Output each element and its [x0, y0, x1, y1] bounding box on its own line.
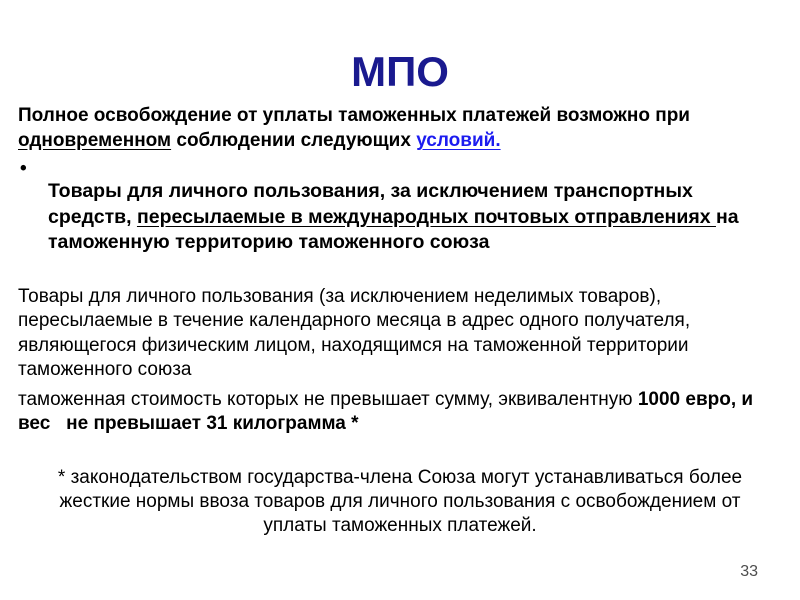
recipient-paragraph: Товары для личного пользования (за исключением неделимых товаров), пересылаемые в течение календарного месяца в адрес одного получателя, являющегося физическим лицом, находящимся на таможенной территории таможенного союза — [18, 285, 691, 381]
intro-paragraph — [18, 103, 762, 153]
intro-underlined-word: одновременном — [18, 130, 172, 152]
bullet-text-1: Товары для личного пользования, за исключением транспортных средств, — [48, 180, 693, 228]
slide-title: МПО — [351, 48, 449, 95]
bullet-text-2: на таможенную территорию таможенного союза — [48, 205, 739, 254]
intro-text-2: соблюдении следующих — [171, 130, 417, 152]
bullet-underlined-phrase: пересылаемые в международных почтовых отправлениях — [136, 205, 716, 228]
limits-bold-values: 1000 евро, и вес не превышает 31 килограмма * — [18, 388, 759, 435]
bullet-paragraph — [48, 179, 770, 256]
limits-text: таможенная стоимость которых не превышает сумму, эквивалентную — [18, 388, 638, 410]
page-number: 33 — [740, 563, 758, 580]
conditions-hyperlink[interactable]: условий. — [416, 130, 501, 152]
intro-text-1: Полное освобождение от уплаты таможенных платежей возможно при — [18, 105, 690, 127]
footnote-paragraph: * законодательством государства-члена Союза могут устанавливаться более жесткие нормы ввоза товаров для личного пользования с освобождением от уплаты таможенных платежей. — [57, 466, 743, 536]
bullet-marker: • — [20, 158, 27, 180]
slide-content — [0, 103, 800, 538]
limits-paragraph — [18, 388, 782, 437]
